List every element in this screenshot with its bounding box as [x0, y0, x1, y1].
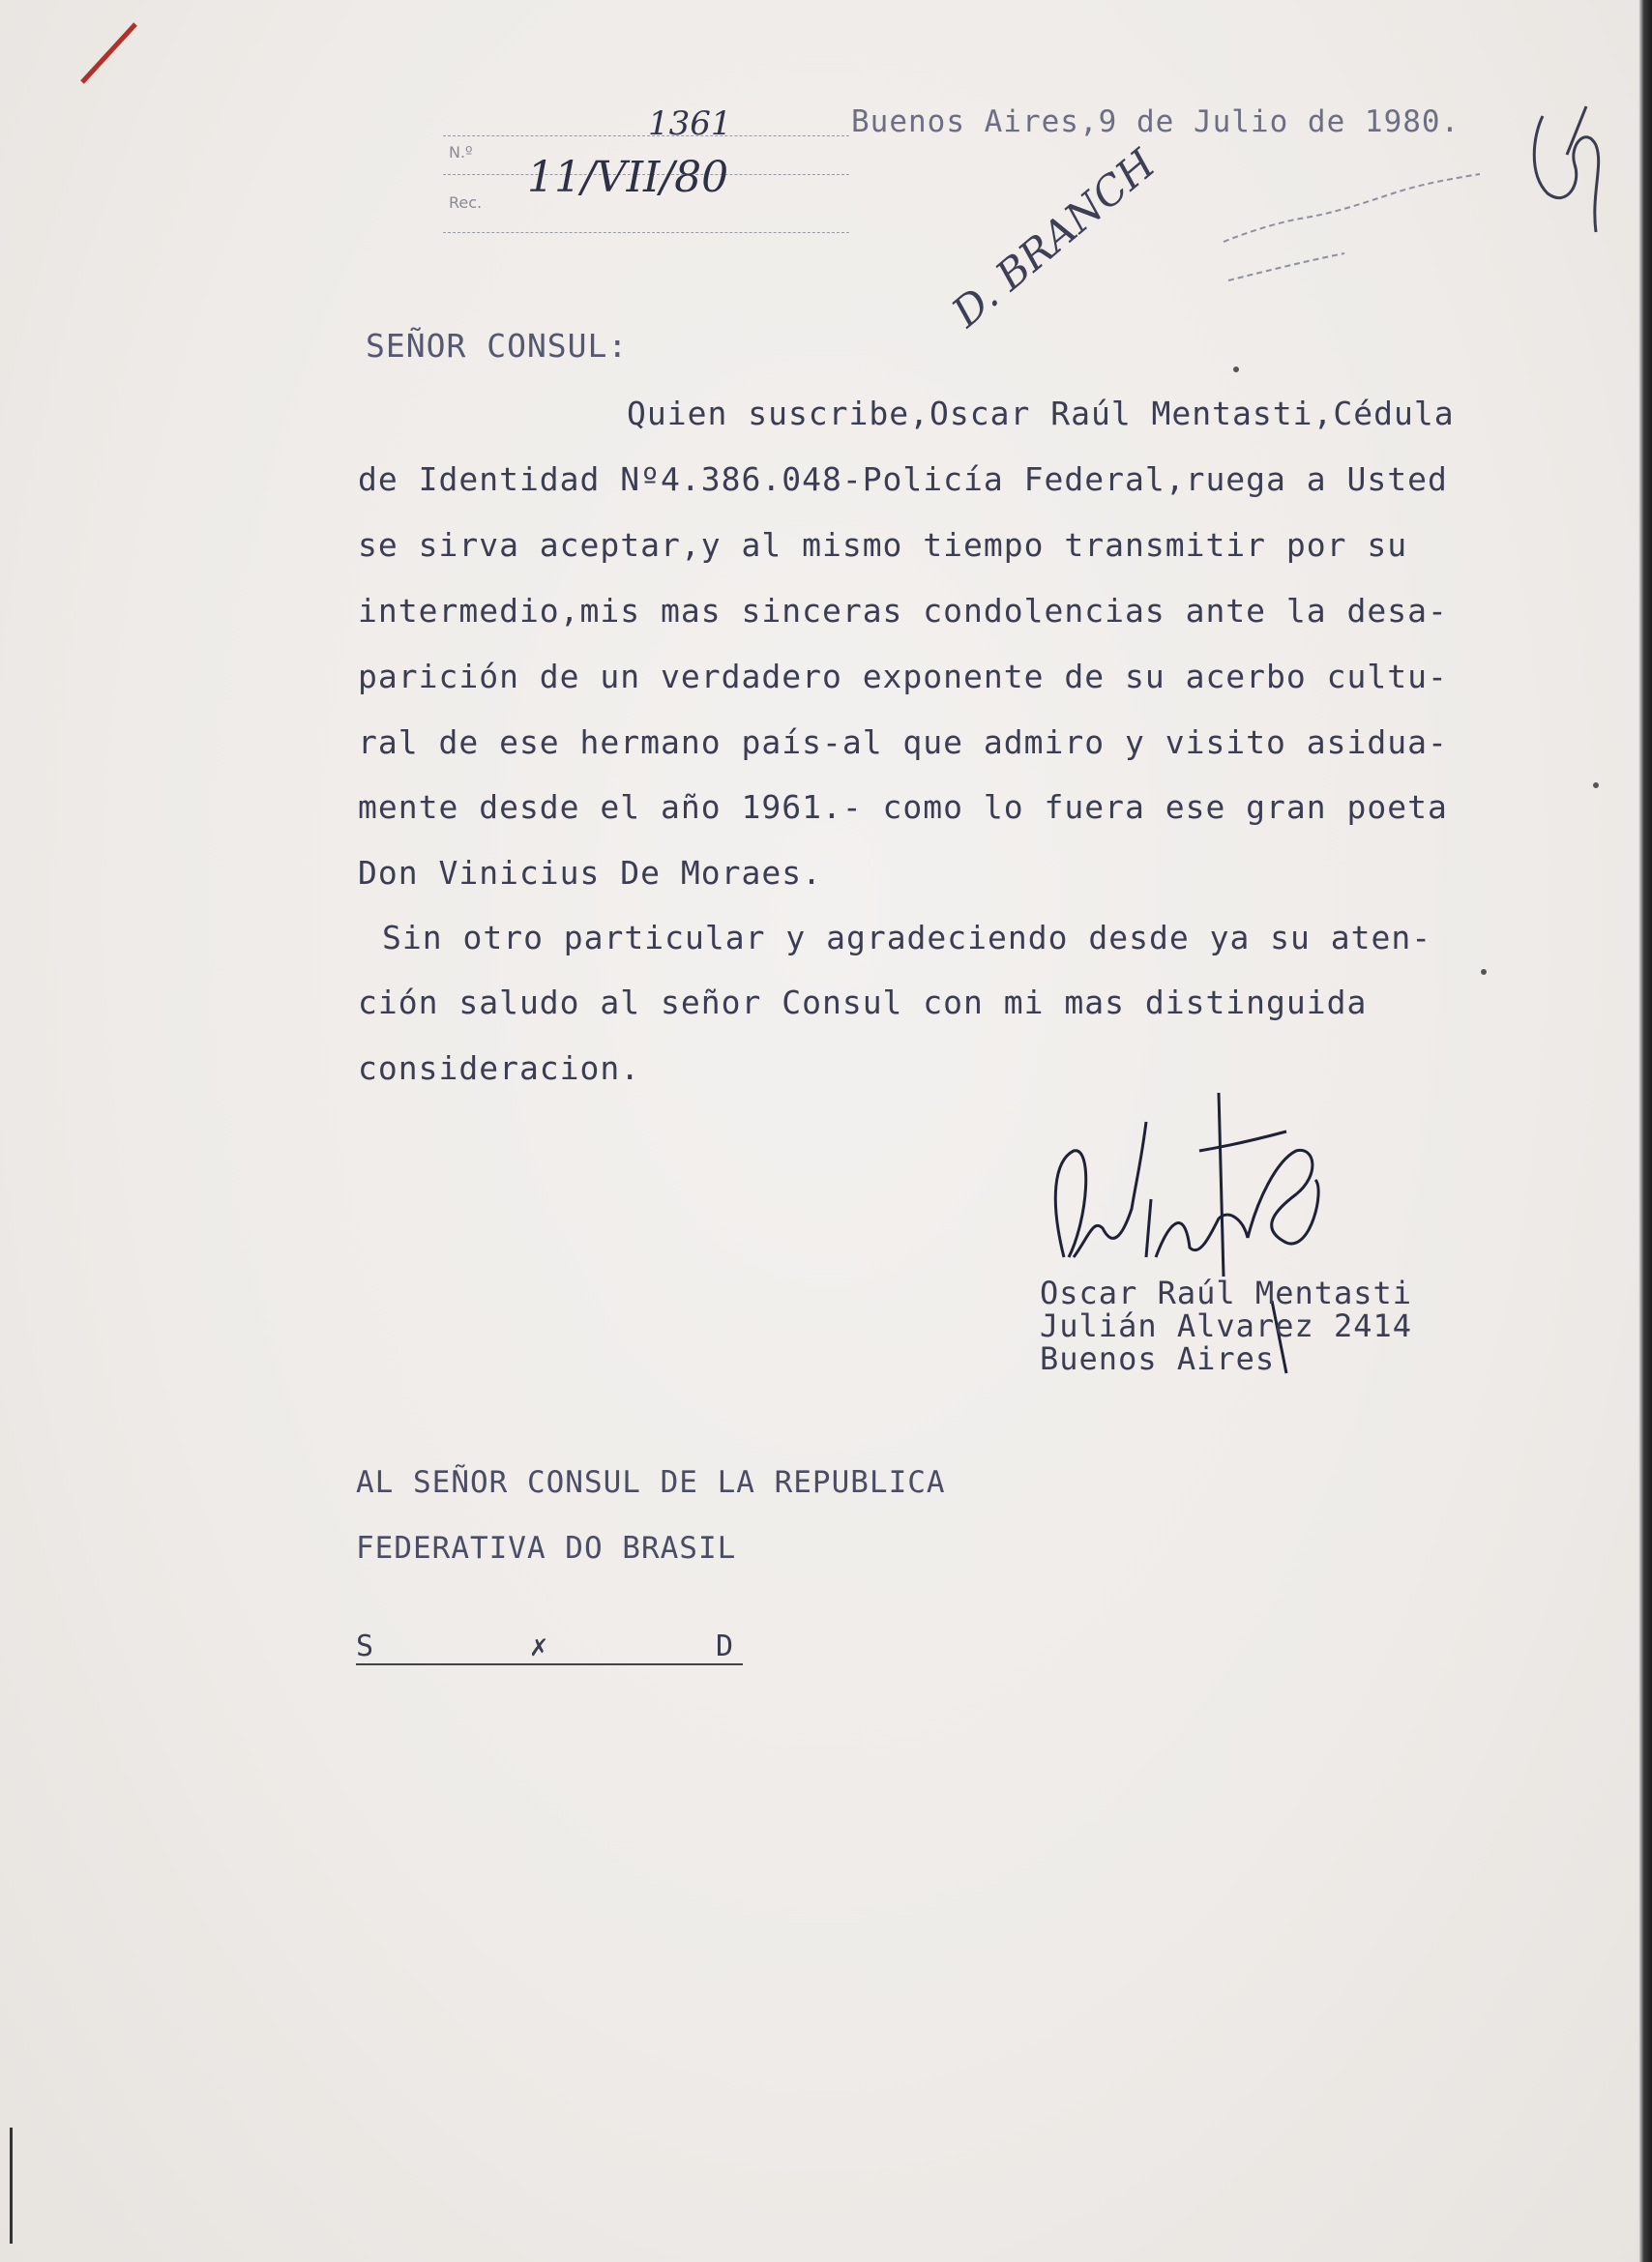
stamp-line — [443, 232, 849, 234]
closing-mark: ✗ — [530, 1630, 549, 1663]
signer-city: Buenos Aires — [1040, 1340, 1276, 1377]
pencil-note — [1224, 174, 1480, 280]
letter-date: Buenos Aires,9 de Julio de 1980. — [851, 104, 1460, 139]
body-line: intermedio,mis mas sinceras condolencias ante la desa- — [358, 592, 1448, 630]
red-tick-mark — [82, 24, 135, 82]
addressee-line: FEDERATIVA DO BRASIL — [356, 1531, 737, 1566]
body-line: de Identidad Nº4.386.048-Policía Federal,ruega a Usted — [358, 460, 1448, 498]
body-line: mente desde el año 1961.- como lo fuera ese gran poeta — [358, 788, 1448, 826]
body-line: consideracion. — [358, 1049, 641, 1087]
addressee-line: AL SEÑOR CONSUL DE LA REPUBLICA — [356, 1465, 946, 1500]
closing-underline — [356, 1663, 743, 1665]
ink-dot — [1593, 782, 1599, 788]
stamp-date-handwritten: 11/VII/80 — [527, 153, 729, 202]
body-line: se sirva aceptar,y al mismo tiempo transmitir por su — [358, 526, 1408, 564]
body-line: parición de un verdadero exponente de su acerbo cultu- — [358, 658, 1448, 695]
body-line: Don Vinicius De Moraes. — [358, 854, 822, 892]
body-line: Quien suscribe,Oscar Raúl Mentasti,Cédula — [627, 395, 1455, 432]
body-line: ral de ese hermano país-al que admiro y visito asidua- — [358, 723, 1448, 761]
stamp-label-received: Rec. — [449, 193, 483, 212]
closing-d: D — [716, 1630, 735, 1663]
initials-scribble — [1534, 106, 1598, 232]
body-line: ción saludo al señor Consul con mi mas distinguida — [358, 984, 1368, 1021]
closing-s: S — [356, 1630, 375, 1663]
body-line: Sin otro particular y agradeciendo desde ya su aten- — [382, 919, 1432, 956]
stamp-label-number: N.º — [449, 143, 473, 162]
stamp-line — [443, 135, 849, 137]
branch-annotation: D. BRANCH — [942, 139, 1165, 337]
signer-name: Oscar Raúl Mentasti — [1040, 1275, 1413, 1311]
ink-dot — [1233, 367, 1239, 372]
salutation: SEÑOR CONSUL: — [366, 327, 629, 365]
stamp-number-handwritten: 1361 — [648, 104, 732, 143]
ink-dot — [1481, 969, 1487, 975]
signer-street: Julián Alvarez 2414 — [1040, 1307, 1413, 1344]
